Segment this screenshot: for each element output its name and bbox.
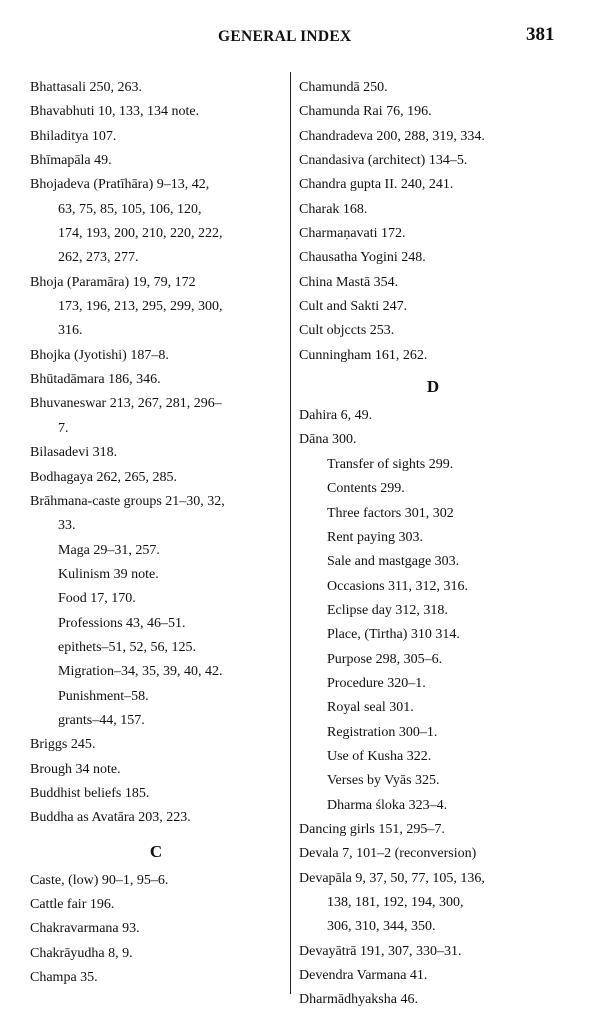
index-entry: Dahira 6, 49. [299, 408, 373, 424]
index-entry: Charmaṇavati 172. [299, 226, 406, 242]
index-entry: Cult and Sakti 247. [299, 299, 408, 315]
page-number: 381 [526, 24, 555, 45]
index-entry: Chamunda Rai 76, 196. [299, 104, 432, 120]
index-subentry: Food 17, 170. [58, 591, 136, 607]
index-entry: Chakravarmana 93. [30, 921, 140, 937]
column-divider [290, 72, 291, 994]
index-entry: Bilasadevi 318. [30, 445, 118, 461]
index-subentry: Migration–34, 35, 39, 40, 42. [58, 664, 223, 680]
index-entry: Chandradeva 200, 288, 319, 334. [299, 128, 485, 144]
index-entry: Devala 7, 101–2 (reconversion) [299, 846, 477, 862]
index-entry-continuation: 316. [58, 323, 83, 339]
index-subentry: grants–44, 157. [58, 712, 145, 728]
index-subentry: Three factors 301, 302 [327, 505, 454, 521]
index-entry-continuation: 173, 196, 213, 295, 299, 300, [58, 299, 223, 315]
index-subentry: Transfer of sights 299. [327, 456, 454, 472]
index-entry: Chausatha Yogini 248. [299, 250, 426, 266]
index-entry: Bhoja (Paramāra) 19, 79, 172 [30, 274, 196, 290]
index-subentry: Use of Kusha 322. [327, 748, 432, 764]
index-entry: Brough 34 note. [30, 761, 121, 777]
index-subentry: Kulinism 39 note. [58, 566, 159, 582]
index-entry: Bhūtadāmara 186, 346. [30, 372, 161, 388]
index-entry: Bodhagaya 262, 265, 285. [30, 469, 177, 485]
index-column-right [299, 76, 567, 1013]
section-letter: D [426, 377, 440, 397]
index-subentry: Punishment–58. [58, 688, 149, 704]
index-entry-continuation: 33. [58, 518, 76, 534]
index-entry: Bhavabhuti 10, 133, 134 note. [30, 104, 200, 120]
index-entry: Bhīmapāla 49. [30, 153, 112, 169]
index-subentry: epithets–51, 52, 56, 125. [58, 639, 197, 655]
index-entry: Chamundā 250. [299, 80, 388, 95]
index-subentry: Procedure 320–1. [327, 675, 426, 691]
index-entry: Dancing girls 151, 295–7. [299, 821, 445, 837]
index-column-left [30, 76, 282, 990]
index-entry: Bhojadeva (Pratīhāra) 9–13, 42, [30, 177, 210, 193]
index-entry: Buddha as Avatāra 203, 223. [30, 810, 191, 826]
index-subentry: Occasions 311, 312, 316. [327, 578, 469, 594]
index-subentry: Contents 299. [327, 481, 405, 497]
index-subentry: Purpose 298, 305–6. [327, 651, 443, 667]
index-subentry: Verses by Vyās 325. [327, 773, 440, 789]
index-entry-continuation: 306, 310, 344, 350. [327, 919, 436, 935]
index-entry: Brāhmana-caste groups 21–30, 32, [30, 493, 225, 509]
index-subentry: Sale and mastgage 303. [327, 554, 460, 570]
index-entry: Briggs 245. [30, 737, 96, 753]
index-entry: Bhiladitya 107. [30, 128, 117, 144]
index-entry: Devendra Varmana 41. [299, 968, 428, 984]
index-entry-continuation: 262, 273, 277. [58, 250, 139, 266]
index-entry: Cattle fair 196. [30, 897, 115, 912]
index-subentry: Maga 29–31, 257. [58, 542, 160, 558]
index-entry: Caste, (low) 90–1, 95–6. [30, 872, 169, 888]
index-subentry: Professions 43, 46–51. [58, 615, 186, 631]
index-entry: Cunningham 161, 262. [299, 347, 428, 363]
index-entry: Bhojka (Jyotishi) 187–8. [30, 347, 169, 363]
index-subentry: Eclipse day 312, 318. [327, 602, 448, 618]
index-entry-continuation: 174, 193, 200, 210, 220, 222, [58, 226, 223, 242]
index-entry: Cult objccts 253. [299, 323, 395, 339]
index-entry: Champa 35. [30, 970, 98, 986]
index-entry: Charak 168. [299, 201, 368, 217]
page-header [0, 26, 600, 50]
running-title: GENERAL INDEX [218, 28, 352, 45]
index-subentry: Dharma śloka 323–4. [327, 797, 448, 813]
index-entry: Cnandasiva (architect) 134–5. [299, 153, 468, 169]
index-entry: Chakrāyudha 8, 9. [30, 945, 133, 961]
index-entry: Bhuvaneswar 213, 267, 281, 296– [30, 396, 222, 412]
index-entry-continuation: 7. [58, 420, 69, 436]
index-subentry: Place, (Tirtha) 310 314. [327, 627, 460, 643]
index-entry: China Mastā 354. [299, 274, 399, 290]
index-entry: Bhattasali 250, 263. [30, 80, 142, 95]
index-subentry: Registration 300–1. [327, 724, 438, 740]
index-entry: Dāna 300. [299, 432, 357, 448]
index-entry: Buddhist beliefs 185. [30, 785, 150, 801]
index-entry: Chandra gupta II. 240, 241. [299, 177, 454, 193]
index-entry-continuation: 138, 181, 192, 194, 300, [327, 895, 464, 910]
index-entry-continuation: 63, 75, 85, 105, 106, 120, [58, 201, 202, 217]
index-entry: Dharmādhyaksha 46. [299, 992, 418, 1008]
index-entry: Devayātrā 191, 307, 330–31. [299, 943, 462, 959]
section-letter: C [149, 841, 163, 861]
index-entry: Devapāla 9, 37, 50, 77, 105, 136, [299, 870, 485, 886]
index-subentry: Rent paying 303. [327, 529, 424, 545]
index-subentry: Royal seal 301. [327, 700, 414, 716]
